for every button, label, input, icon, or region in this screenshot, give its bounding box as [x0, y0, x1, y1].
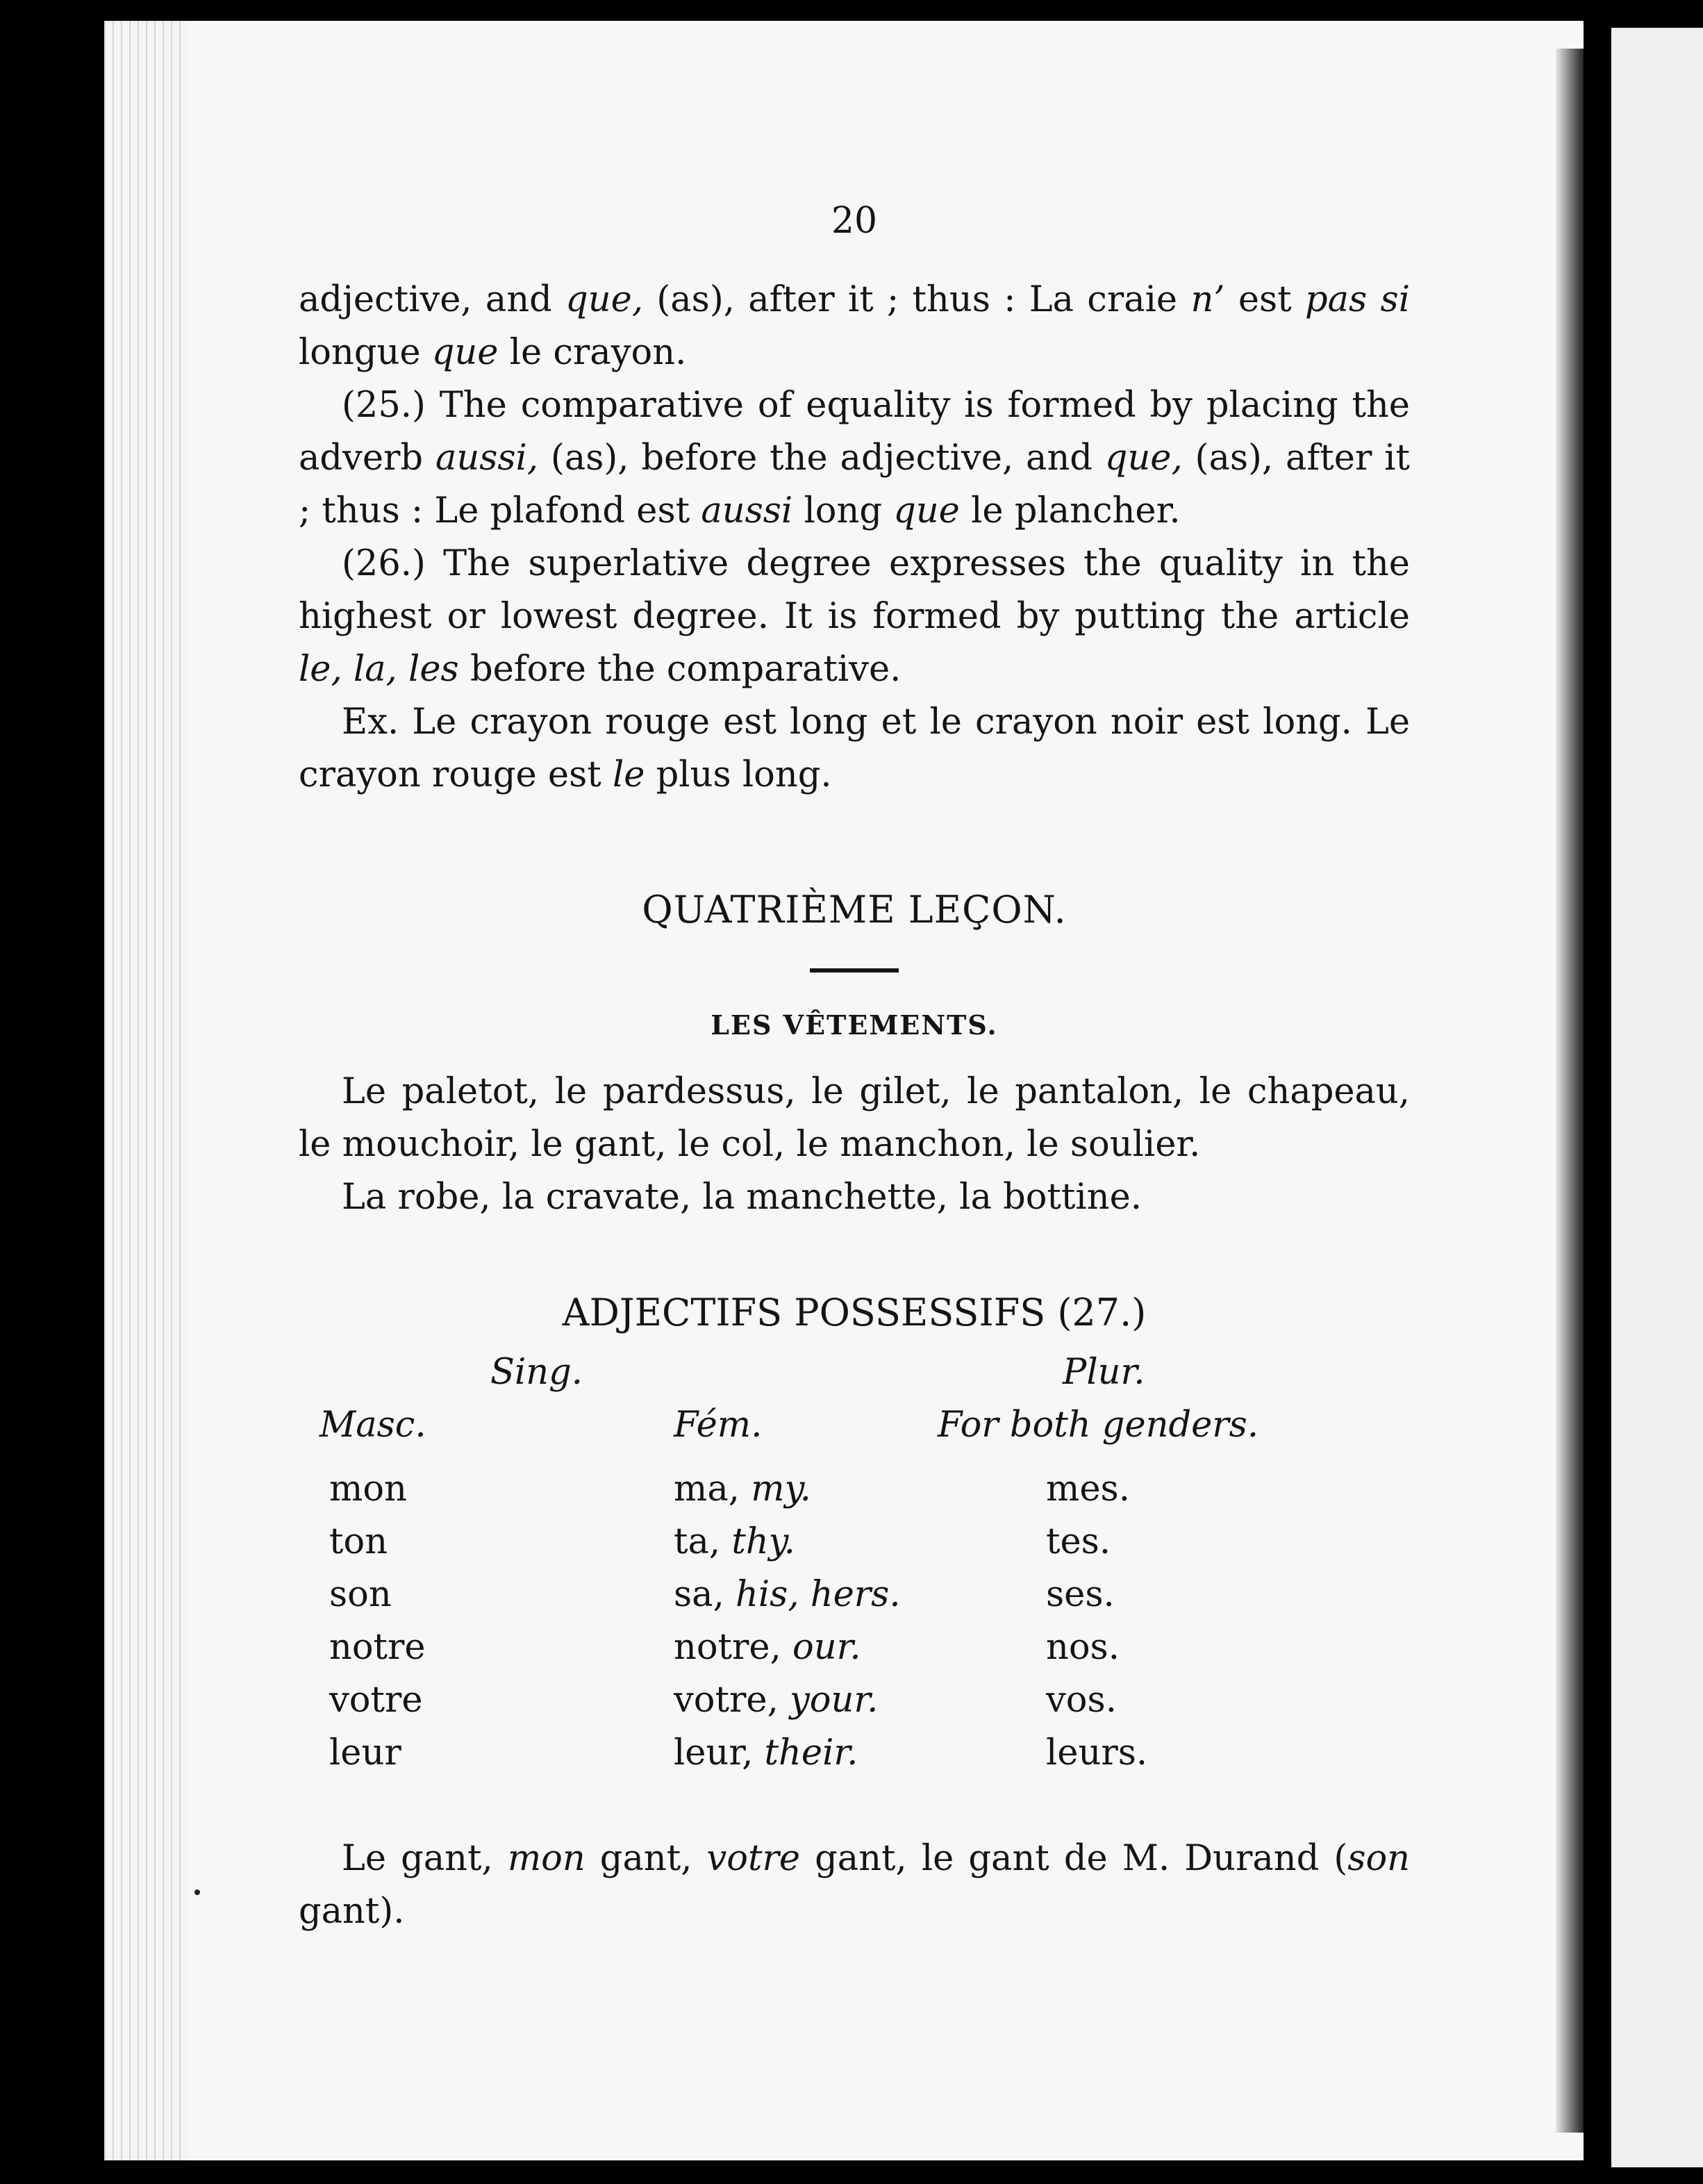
- fem-cell: ma, my.: [674, 1469, 811, 1509]
- plural-cell: tes.: [1046, 1521, 1111, 1562]
- final-paragraph: Le gant, mon gant, votre gant, le gant de M. Durand (son gant).: [299, 1838, 1411, 1932]
- english-gloss: our.: [792, 1627, 861, 1668]
- plur-label: Plur.: [1063, 1352, 1145, 1393]
- masc-cell: ton: [329, 1521, 388, 1562]
- masc-cell: notre: [329, 1627, 426, 1668]
- english-gloss: his, hers.: [736, 1574, 901, 1615]
- plural-cell: leurs.: [1046, 1732, 1148, 1773]
- masc-cell: mon: [329, 1469, 407, 1509]
- lesson-heading: QUATRIÈME LEÇON.: [642, 888, 1067, 932]
- italic-text: votre: [706, 1838, 801, 1879]
- section-heading: ADJECTIFS POSSESSIFS (27.): [562, 1291, 1147, 1334]
- paragraph-continued: adjective, and que, (as), after it ; thus : La craie n’ est pas si longue que le crayon.: [299, 279, 1411, 373]
- paragraph-example: Ex. Le crayon rouge est long et le crayon noir est long. Le crayon rouge est le plus long.: [299, 702, 1410, 795]
- fem-cell: votre, your.: [674, 1680, 879, 1721]
- page-text: [299, 195, 1410, 1938]
- paragraph-25: (25.) The comparative of equality is formed by placing the adverb aussi, (as), before the adjective, and que, (as), after it ; thus : Le plafond est aussi long que le plancher.: [299, 385, 1410, 531]
- italic-text: mon: [507, 1838, 585, 1879]
- italic-text: que,: [565, 279, 644, 320]
- plural-cell: vos.: [1046, 1680, 1117, 1721]
- masc-cell: votre: [329, 1680, 423, 1721]
- italic-text: que: [431, 332, 499, 373]
- fem-cell: ta, thy.: [674, 1521, 795, 1562]
- fem-cell: notre, our.: [674, 1627, 861, 1668]
- english-gloss: thy.: [731, 1521, 795, 1562]
- plural-cell: mes.: [1046, 1469, 1130, 1509]
- both-genders-label: For both genders.: [938, 1405, 1259, 1446]
- italic-text: le, la, les: [299, 649, 459, 690]
- fem-label: Fém.: [674, 1405, 763, 1446]
- italic-text: aussi,: [435, 438, 539, 479]
- vocab-subheading: LES VÊTEMENTS.: [711, 1009, 998, 1041]
- facing-page-edge: [1611, 28, 1703, 2167]
- italic-text: que,: [1104, 438, 1183, 479]
- possessive-table: [299, 1346, 1410, 1833]
- italic-text: aussi: [701, 490, 793, 531]
- masc-cell: son: [329, 1574, 392, 1615]
- vocab-feminine: La robe, la cravate, la manchette, la bottine.: [342, 1177, 1142, 1218]
- plural-cell: nos.: [1046, 1627, 1120, 1668]
- masc-cell: leur: [329, 1732, 401, 1773]
- paragraph-26: (26.) The superlative degree expresses the quality in the highest or lowest degree. It is formed by putting the article le, la, les before the comparative.: [299, 543, 1410, 690]
- italic-text: que: [893, 490, 960, 531]
- english-gloss: my.: [751, 1469, 811, 1509]
- italic-text: son: [1347, 1838, 1411, 1879]
- italic-text: le: [612, 754, 645, 795]
- vocab-masculine: Le paletot, le pardessus, le gilet, le pantalon, le chapeau, le mouchoir, le gant, le col, le manchon, le soulier.: [299, 1071, 1410, 1165]
- english-gloss: their.: [764, 1732, 858, 1773]
- english-gloss: your.: [790, 1680, 879, 1721]
- fem-cell: leur, their.: [674, 1732, 858, 1773]
- gutter-shadow: [1556, 49, 1584, 2133]
- heading-rule: [810, 968, 899, 973]
- fem-cell: sa, his, hers.: [674, 1574, 901, 1615]
- masc-label: Masc.: [319, 1405, 426, 1446]
- italic-text: n’: [1190, 279, 1225, 320]
- page-edge-lines: [104, 21, 188, 2160]
- page-number: 20: [831, 200, 878, 242]
- italic-text: pas si: [1304, 279, 1411, 320]
- margin-dot: [194, 1889, 200, 1895]
- sing-label: Sing.: [490, 1352, 583, 1393]
- plural-cell: ses.: [1046, 1574, 1115, 1615]
